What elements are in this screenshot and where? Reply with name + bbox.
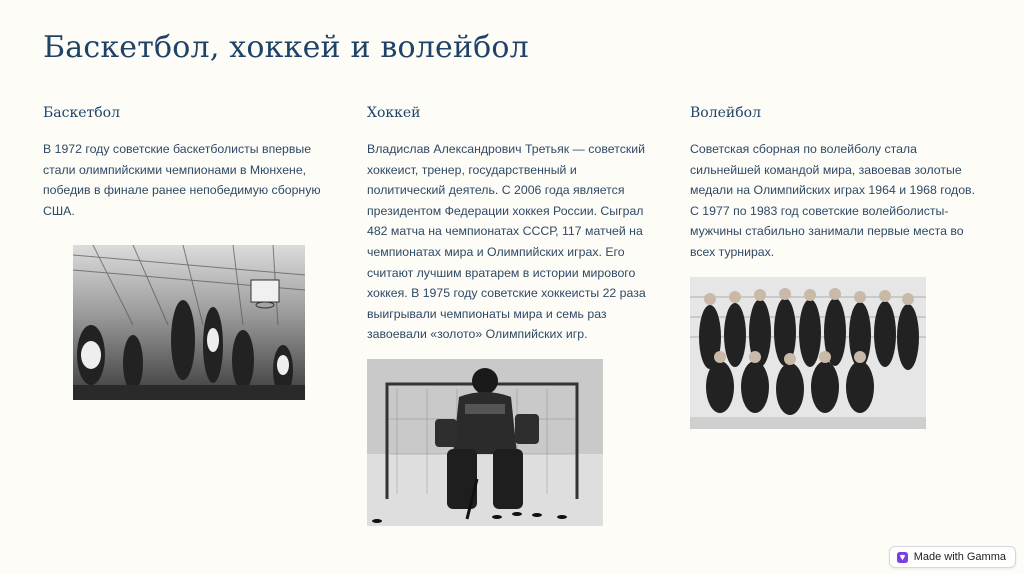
hockey-heading: Хоккей: [367, 105, 421, 121]
basketball-text: В 1972 году советские баскетболисты впервые стали олимпийскими чемпионами в Мюнхене, победив в финале ранее непобедимую сборную США.: [43, 142, 321, 218]
volleyball-heading: Волейбол: [690, 105, 761, 121]
hockey-column: [367, 105, 657, 345]
basketball-column: [43, 105, 333, 221]
badge-label: Made with Gamma: [913, 551, 1006, 563]
gamma-logo-icon: [897, 552, 908, 563]
volleyball-team-photo: [690, 277, 926, 429]
basketball-photo: [73, 245, 305, 400]
volleyball-text: Советская сборная по волейболу стала сильнейшей командой мира, завоевав золотые медали на Олимпийских играх 1964 и 1968 годов. С 1977 по 1983 год советские волейболисты-мужчины стабильно занимали первые места во всех турнирах.: [690, 142, 976, 259]
basketball-heading: Баскетбол: [43, 105, 121, 121]
hockey-goalie-photo: [367, 359, 603, 526]
page-title: Баскетбол, хоккей и волейбол: [43, 30, 529, 65]
volleyball-column: [690, 105, 980, 263]
made-with-gamma-badge[interactable]: [889, 546, 1016, 568]
hockey-text: Владислав Александрович Третьяк — советский хоккеист, тренер, государственный и политический деятель. С 2006 года является президентом Федерации хоккея России. Сыграл 482 матча на чемпионатах СССР, 117 матчей на чемпионатах мира и Олимпийских играх. Его считают лучшим вратарем в истории мирового хоккея. В 1975 году советские хоккеисты 22 раза выигрывали чемпионаты мира и семь раз завоевали «золото» Олимпийских игр.: [367, 142, 646, 342]
